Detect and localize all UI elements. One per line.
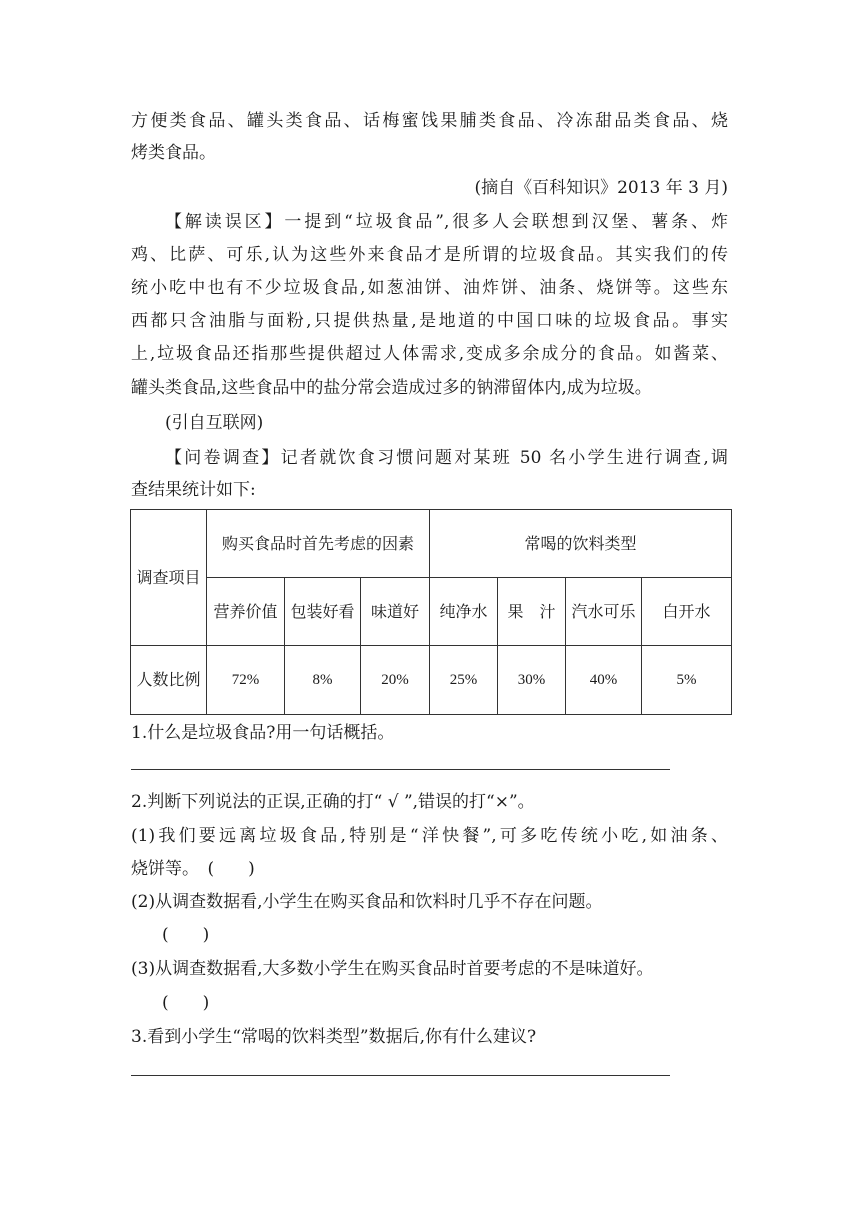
survey-paragraph-line: 【问卷调查】记者就饮食习惯问题对某班 50 名小学生进行调查,调 xyxy=(165,448,728,468)
table-col-header: 营养价值 xyxy=(207,578,285,646)
question-2-3-blank[interactable]: ( ) xyxy=(162,993,210,1013)
table-cell-value: 72% xyxy=(207,646,285,715)
misconception-paragraph-line: 鸡、比萨、可乐,认为这些外来食品才是所谓的垃圾食品。其实我们的传 xyxy=(131,245,728,265)
misconception-paragraph-line: 统小吃中也有不少垃圾食品,如葱油饼、油炸饼、油条、烧饼等。这些东 xyxy=(131,278,728,298)
question-2-3: (3)从调查数据看,大多数小学生在购买食品时首要考虑的不是味道好。 xyxy=(131,959,654,979)
table-cell-value: 25% xyxy=(430,646,498,715)
misconception-paragraph-line: 上,垃圾食品还指那些提供超过人体需求,变成多余成分的食品。如酱菜、 xyxy=(131,344,728,364)
table-col-header: 包装好看 xyxy=(285,578,361,646)
question-1: 1.什么是垃圾食品?用一句话概括。 xyxy=(131,723,395,743)
question-2-2: (2)从调查数据看,小学生在购买食品和饮料时几乎不存在问题。 xyxy=(131,892,603,912)
table-header-food-factors: 购买食品时首先考虑的因素 xyxy=(207,510,430,578)
answer-line-3[interactable] xyxy=(131,1075,670,1076)
question-2-1-blank[interactable]: 烧饼等。 ( ) xyxy=(131,859,255,879)
answer-line-1[interactable] xyxy=(131,769,670,770)
table-col-header: 果 汁 xyxy=(498,578,566,646)
misconception-paragraph-line: 西都只含油脂与面粉,只提供热量,是地道的中国口味的垃圾食品。事实 xyxy=(131,311,728,331)
misconception-paragraph-line: 【解读误区】一提到“垃圾食品”,很多人会联想到汉堡、薯条、炸 xyxy=(165,212,728,232)
table-cell-value: 20% xyxy=(361,646,430,715)
table-cell-value: 8% xyxy=(285,646,361,715)
table-col-header: 味道好 xyxy=(361,578,430,646)
table-cell-value: 40% xyxy=(566,646,642,715)
table-header-item: 调查项目 xyxy=(131,510,207,646)
table-col-header: 汽水可乐 xyxy=(566,578,642,646)
question-2-2-blank[interactable]: ( ) xyxy=(162,925,210,945)
survey-paragraph-line: 查结果统计如下: xyxy=(131,480,256,500)
survey-table xyxy=(130,509,732,715)
passage-line: 烤类食品。 xyxy=(131,143,216,163)
misconception-paragraph-line: 罐头类食品,这些食品中的盐分常会造成过多的钠滞留体内,成为垃圾。 xyxy=(131,378,652,398)
question-3: 3.看到小学生“常喝的饮料类型”数据后,你有什么建议? xyxy=(131,1027,537,1047)
passage-line: 方便类食品、罐头类食品、话梅蜜饯果脯类食品、冷冻甜品类食品、烧 xyxy=(131,111,728,131)
table-col-header: 纯净水 xyxy=(430,578,498,646)
source-citation: (引自互联网) xyxy=(165,413,264,433)
table-cell-value: 5% xyxy=(642,646,732,715)
question-2-1: (1)我们要远离垃圾食品,特别是“洋快餐”,可多吃传统小吃,如油条、 xyxy=(131,826,728,846)
question-2: 2.判断下列说法的正误,正确的打“ √ ”,错误的打“×”。 xyxy=(131,792,535,812)
table-row-label: 人数比例 xyxy=(131,646,207,715)
table-header-drink-types: 常喝的饮料类型 xyxy=(430,510,732,578)
table-col-header: 白开水 xyxy=(642,578,732,646)
table-cell-value: 30% xyxy=(498,646,566,715)
source-citation: (摘自《百科知识》2013 年 3 月) xyxy=(474,178,728,198)
